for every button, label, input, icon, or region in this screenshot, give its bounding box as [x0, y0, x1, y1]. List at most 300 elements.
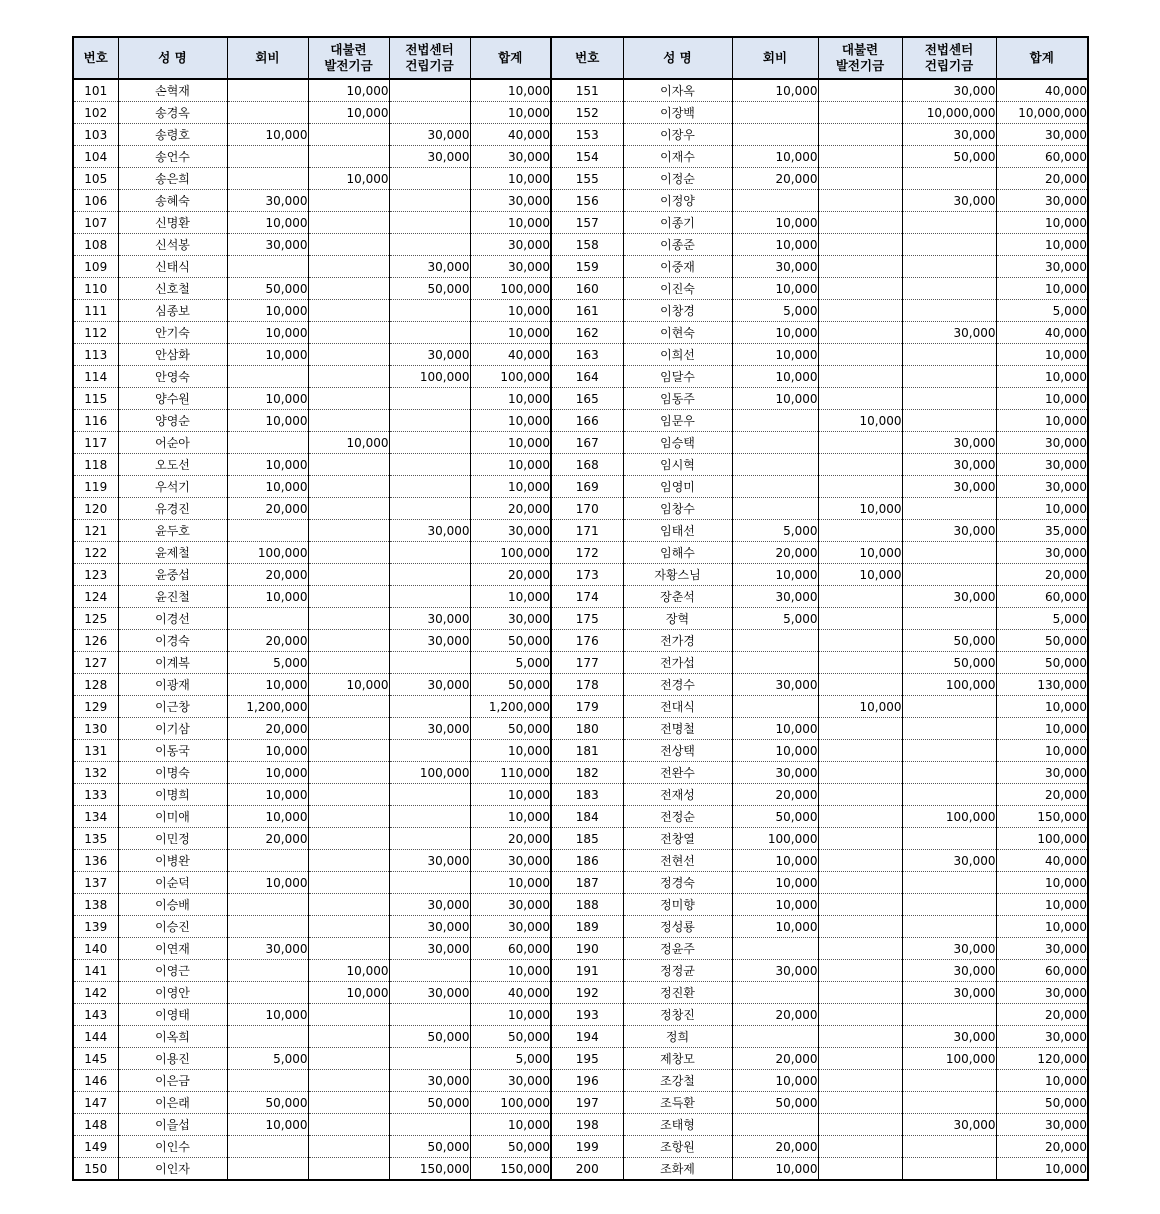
cell-fee	[732, 102, 818, 124]
cell-name: 신석봉	[118, 234, 227, 256]
table-row	[73, 1026, 1088, 1048]
cell-total: 10,000	[470, 454, 551, 476]
cell-name: 우석기	[118, 476, 227, 498]
cell-name: 장춘석	[623, 586, 732, 608]
cell-no: 103	[73, 124, 118, 146]
cell-dev-fund	[308, 190, 389, 212]
cell-dev-fund	[818, 1004, 902, 1026]
cell-no: 192	[551, 982, 623, 1004]
cell-fee: 30,000	[732, 256, 818, 278]
cell-center-fund	[389, 740, 470, 762]
cell-name: 정미향	[623, 894, 732, 916]
cell-fee: 5,000	[732, 300, 818, 322]
table-row	[73, 1048, 1088, 1070]
cell-dev-fund	[818, 234, 902, 256]
cell-fee: 10,000	[732, 234, 818, 256]
table-row	[73, 1004, 1088, 1026]
cell-no: 135	[73, 828, 118, 850]
cell-center-fund: 100,000	[902, 806, 996, 828]
cell-total: 20,000	[996, 1004, 1088, 1026]
cell-no: 196	[551, 1070, 623, 1092]
cell-no: 155	[551, 168, 623, 190]
cell-center-fund	[389, 652, 470, 674]
table-row	[73, 542, 1088, 564]
cell-dev-fund	[818, 850, 902, 872]
cell-no: 112	[73, 322, 118, 344]
cell-fee: 10,000	[227, 388, 308, 410]
cell-total: 30,000	[996, 1026, 1088, 1048]
cell-center-fund: 30,000	[389, 894, 470, 916]
table-row	[73, 828, 1088, 850]
cell-dev-fund	[818, 520, 902, 542]
cell-name: 이승배	[118, 894, 227, 916]
cell-center-fund: 50,000	[389, 1026, 470, 1048]
cell-dev-fund	[818, 300, 902, 322]
cell-no: 190	[551, 938, 623, 960]
cell-dev-fund	[818, 982, 902, 1004]
cell-total: 50,000	[470, 718, 551, 740]
cell-name: 이정순	[623, 168, 732, 190]
cell-name: 오도선	[118, 454, 227, 476]
cell-name: 전대식	[623, 696, 732, 718]
cell-dev-fund	[818, 938, 902, 960]
cell-fee: 10,000	[732, 872, 818, 894]
cell-no: 182	[551, 762, 623, 784]
cell-no: 134	[73, 806, 118, 828]
header-dev-fund-line2: 발전기금	[324, 58, 373, 73]
cell-name: 정희	[623, 1026, 732, 1048]
cell-center-fund	[902, 212, 996, 234]
cell-fee: 10,000	[732, 718, 818, 740]
cell-fee: 10,000	[732, 1070, 818, 1092]
cell-dev-fund	[308, 1158, 389, 1181]
cell-total: 30,000	[470, 146, 551, 168]
cell-name: 임동주	[623, 388, 732, 410]
cell-no: 147	[73, 1092, 118, 1114]
cell-center-fund: 30,000	[902, 960, 996, 982]
cell-center-fund	[902, 828, 996, 850]
cell-fee: 10,000	[227, 806, 308, 828]
header-name: 성 명	[623, 37, 732, 79]
cell-center-fund: 30,000	[389, 850, 470, 872]
cell-total: 5,000	[470, 1048, 551, 1070]
cell-fee: 20,000	[732, 1004, 818, 1026]
cell-name: 임창수	[623, 498, 732, 520]
cell-fee	[227, 1136, 308, 1158]
cell-fee: 10,000	[732, 366, 818, 388]
cell-center-fund: 30,000	[389, 674, 470, 696]
cell-center-fund	[902, 740, 996, 762]
cell-dev-fund: 10,000	[308, 102, 389, 124]
cell-no: 116	[73, 410, 118, 432]
cell-no: 117	[73, 432, 118, 454]
cell-dev-fund	[818, 652, 902, 674]
cell-total: 20,000	[470, 564, 551, 586]
cell-fee	[227, 146, 308, 168]
cell-total: 30,000	[996, 542, 1088, 564]
cell-name: 조강철	[623, 1070, 732, 1092]
cell-no: 174	[551, 586, 623, 608]
header-total: 합계	[470, 37, 551, 79]
cell-total: 40,000	[996, 322, 1088, 344]
cell-total: 10,000	[996, 410, 1088, 432]
cell-no: 133	[73, 784, 118, 806]
cell-fee	[227, 102, 308, 124]
cell-total: 120,000	[996, 1048, 1088, 1070]
cell-dev-fund	[818, 1158, 902, 1181]
cell-no: 153	[551, 124, 623, 146]
cell-fee	[227, 366, 308, 388]
cell-fee: 10,000	[227, 124, 308, 146]
cell-name: 이광재	[118, 674, 227, 696]
cell-total: 10,000	[996, 916, 1088, 938]
cell-total: 150,000	[470, 1158, 551, 1181]
cell-name: 이승진	[118, 916, 227, 938]
cell-dev-fund	[308, 344, 389, 366]
cell-total: 10,000	[470, 960, 551, 982]
cell-dev-fund	[308, 1070, 389, 1092]
cell-fee	[227, 960, 308, 982]
cell-center-fund	[902, 1092, 996, 1114]
cell-name: 안삼화	[118, 344, 227, 366]
cell-no: 132	[73, 762, 118, 784]
cell-name: 신호철	[118, 278, 227, 300]
cell-center-fund	[902, 762, 996, 784]
cell-center-fund	[902, 542, 996, 564]
cell-total: 60,000	[996, 960, 1088, 982]
cell-name: 이영안	[118, 982, 227, 1004]
cell-name: 이경숙	[118, 630, 227, 652]
cell-fee	[732, 696, 818, 718]
cell-total: 5,000	[996, 300, 1088, 322]
cell-dev-fund	[818, 212, 902, 234]
cell-total: 10,000	[470, 784, 551, 806]
table-row	[73, 300, 1088, 322]
cell-center-fund	[389, 234, 470, 256]
table-row	[73, 652, 1088, 674]
cell-no: 123	[73, 564, 118, 586]
cell-total: 10,000	[996, 344, 1088, 366]
cell-name: 이영근	[118, 960, 227, 982]
cell-dev-fund: 10,000	[308, 432, 389, 454]
cell-total: 20,000	[996, 1136, 1088, 1158]
cell-name: 전재성	[623, 784, 732, 806]
cell-no: 119	[73, 476, 118, 498]
cell-fee: 20,000	[227, 828, 308, 850]
cell-dev-fund	[818, 278, 902, 300]
cell-dev-fund	[818, 718, 902, 740]
cell-fee	[732, 1026, 818, 1048]
cell-center-fund: 50,000	[902, 630, 996, 652]
cell-fee: 20,000	[732, 1048, 818, 1070]
cell-dev-fund	[818, 146, 902, 168]
cell-total: 10,000	[470, 740, 551, 762]
cell-no: 126	[73, 630, 118, 652]
cell-dev-fund	[308, 388, 389, 410]
cell-center-fund: 30,000	[902, 850, 996, 872]
cell-dev-fund	[818, 740, 902, 762]
cell-dev-fund	[308, 366, 389, 388]
cell-dev-fund	[818, 366, 902, 388]
cell-total: 30,000	[470, 1070, 551, 1092]
cell-no: 146	[73, 1070, 118, 1092]
cell-no: 183	[551, 784, 623, 806]
header-dev-fund-line1: 대불련	[330, 42, 367, 57]
cell-fee: 10,000	[227, 872, 308, 894]
cell-name: 이계복	[118, 652, 227, 674]
cell-no: 193	[551, 1004, 623, 1026]
cell-total: 50,000	[470, 674, 551, 696]
cell-total: 30,000	[996, 476, 1088, 498]
cell-total: 50,000	[996, 630, 1088, 652]
cell-fee	[227, 168, 308, 190]
cell-total: 10,000	[470, 872, 551, 894]
cell-total: 60,000	[996, 146, 1088, 168]
cell-center-fund	[902, 256, 996, 278]
cell-fee: 1,200,000	[227, 696, 308, 718]
cell-dev-fund	[818, 674, 902, 696]
cell-fee	[732, 982, 818, 1004]
cell-dev-fund	[308, 1092, 389, 1114]
cell-fee: 30,000	[732, 586, 818, 608]
cell-total: 10,000	[996, 718, 1088, 740]
cell-dev-fund	[818, 190, 902, 212]
cell-name: 이종준	[623, 234, 732, 256]
cell-fee: 10,000	[732, 850, 818, 872]
donation-table	[72, 36, 1089, 1181]
cell-no: 169	[551, 476, 623, 498]
cell-name: 윤두호	[118, 520, 227, 542]
cell-total: 20,000	[996, 564, 1088, 586]
table-row	[73, 740, 1088, 762]
cell-no: 139	[73, 916, 118, 938]
cell-dev-fund	[818, 586, 902, 608]
cell-no: 160	[551, 278, 623, 300]
cell-no: 165	[551, 388, 623, 410]
cell-dev-fund	[308, 718, 389, 740]
cell-dev-fund	[818, 79, 902, 102]
cell-dev-fund	[308, 124, 389, 146]
cell-dev-fund	[308, 630, 389, 652]
cell-name: 임문우	[623, 410, 732, 432]
cell-total: 30,000	[470, 894, 551, 916]
cell-name: 조득환	[623, 1092, 732, 1114]
header-dev-fund-line2: 발전기금	[835, 58, 885, 73]
cell-center-fund: 100,000	[389, 366, 470, 388]
cell-dev-fund	[308, 278, 389, 300]
cell-center-fund	[389, 476, 470, 498]
cell-no: 198	[551, 1114, 623, 1136]
cell-total: 30,000	[996, 190, 1088, 212]
cell-dev-fund	[818, 1136, 902, 1158]
cell-fee: 30,000	[227, 234, 308, 256]
cell-fee	[732, 124, 818, 146]
cell-name: 전경수	[623, 674, 732, 696]
cell-total: 50,000	[470, 1026, 551, 1048]
cell-fee	[227, 256, 308, 278]
table-row	[73, 586, 1088, 608]
cell-center-fund	[902, 784, 996, 806]
cell-name: 정진환	[623, 982, 732, 1004]
cell-center-fund	[389, 784, 470, 806]
cell-no: 110	[73, 278, 118, 300]
cell-total: 5,000	[470, 652, 551, 674]
cell-total: 50,000	[996, 1092, 1088, 1114]
cell-center-fund	[902, 344, 996, 366]
table-row	[73, 79, 1088, 102]
cell-name: 이은래	[118, 1092, 227, 1114]
header-dev-fund	[818, 37, 902, 79]
cell-total: 10,000	[470, 1004, 551, 1026]
cell-name: 장혁	[623, 608, 732, 630]
cell-no: 188	[551, 894, 623, 916]
cell-total: 10,000,000	[996, 102, 1088, 124]
cell-total: 40,000	[996, 79, 1088, 102]
cell-center-fund: 30,000	[902, 454, 996, 476]
header-center-fund	[389, 37, 470, 79]
cell-fee: 30,000	[732, 762, 818, 784]
cell-no: 156	[551, 190, 623, 212]
table-row	[73, 234, 1088, 256]
cell-fee: 10,000	[732, 894, 818, 916]
cell-name: 윤중섭	[118, 564, 227, 586]
cell-dev-fund	[818, 762, 902, 784]
cell-no: 177	[551, 652, 623, 674]
cell-no: 138	[73, 894, 118, 916]
cell-total: 110,000	[470, 762, 551, 784]
cell-name: 이명숙	[118, 762, 227, 784]
cell-center-fund: 30,000	[902, 432, 996, 454]
cell-center-fund: 30,000	[902, 520, 996, 542]
cell-name: 이재수	[623, 146, 732, 168]
table-row	[73, 432, 1088, 454]
table-row	[73, 278, 1088, 300]
cell-total: 100,000	[470, 278, 551, 300]
cell-total: 10,000	[996, 1070, 1088, 1092]
cell-name: 송은희	[118, 168, 227, 190]
cell-name: 이영태	[118, 1004, 227, 1026]
cell-fee: 10,000	[732, 916, 818, 938]
table-row	[73, 476, 1088, 498]
cell-fee: 10,000	[227, 762, 308, 784]
cell-no: 158	[551, 234, 623, 256]
cell-no: 121	[73, 520, 118, 542]
header-fee: 회비	[732, 37, 818, 79]
cell-dev-fund	[308, 894, 389, 916]
cell-fee	[227, 894, 308, 916]
cell-total: 30,000	[470, 256, 551, 278]
cell-no: 151	[551, 79, 623, 102]
cell-dev-fund: 10,000	[308, 982, 389, 1004]
cell-no: 185	[551, 828, 623, 850]
cell-name: 정성룡	[623, 916, 732, 938]
cell-total: 60,000	[996, 586, 1088, 608]
cell-center-fund	[902, 564, 996, 586]
cell-center-fund	[902, 872, 996, 894]
cell-dev-fund	[818, 630, 902, 652]
cell-total: 30,000	[996, 432, 1088, 454]
cell-name: 조태형	[623, 1114, 732, 1136]
cell-fee: 20,000	[227, 564, 308, 586]
cell-dev-fund	[308, 410, 389, 432]
cell-no: 180	[551, 718, 623, 740]
table-row	[73, 784, 1088, 806]
cell-name: 전창열	[623, 828, 732, 850]
cell-no: 172	[551, 542, 623, 564]
cell-total: 30,000	[470, 520, 551, 542]
cell-name: 이을섭	[118, 1114, 227, 1136]
cell-total: 10,000	[470, 586, 551, 608]
cell-fee: 100,000	[227, 542, 308, 564]
cell-dev-fund: 10,000	[308, 79, 389, 102]
table-row	[73, 806, 1088, 828]
cell-fee: 10,000	[227, 1004, 308, 1026]
cell-fee: 5,000	[732, 520, 818, 542]
table-row	[73, 1136, 1088, 1158]
cell-name: 자황스님	[623, 564, 732, 586]
cell-name: 임달수	[623, 366, 732, 388]
cell-center-fund: 30,000	[389, 608, 470, 630]
cell-name: 정정균	[623, 960, 732, 982]
cell-total: 10,000	[470, 212, 551, 234]
cell-total: 10,000	[996, 234, 1088, 256]
cell-no: 118	[73, 454, 118, 476]
header-center-fund	[902, 37, 996, 79]
cell-dev-fund	[308, 564, 389, 586]
cell-center-fund	[902, 300, 996, 322]
table-row	[73, 894, 1088, 916]
cell-fee: 10,000	[732, 322, 818, 344]
cell-name: 이경선	[118, 608, 227, 630]
cell-name: 윤제철	[118, 542, 227, 564]
cell-dev-fund	[308, 1026, 389, 1048]
cell-dev-fund	[308, 234, 389, 256]
cell-no: 127	[73, 652, 118, 674]
cell-center-fund	[902, 696, 996, 718]
cell-center-fund	[389, 498, 470, 520]
cell-name: 이장우	[623, 124, 732, 146]
cell-center-fund	[389, 872, 470, 894]
cell-name: 전가섭	[623, 652, 732, 674]
cell-no: 131	[73, 740, 118, 762]
cell-fee	[732, 1114, 818, 1136]
cell-dev-fund	[818, 1026, 902, 1048]
cell-center-fund: 30,000	[902, 982, 996, 1004]
cell-no: 115	[73, 388, 118, 410]
cell-name: 안기숙	[118, 322, 227, 344]
cell-no: 113	[73, 344, 118, 366]
cell-total: 30,000	[470, 850, 551, 872]
cell-fee: 50,000	[732, 1092, 818, 1114]
cell-center-fund: 30,000	[389, 1070, 470, 1092]
cell-total: 30,000	[470, 190, 551, 212]
cell-total: 10,000	[470, 79, 551, 102]
cell-center-fund	[389, 190, 470, 212]
cell-total: 50,000	[996, 652, 1088, 674]
cell-center-fund	[389, 168, 470, 190]
cell-center-fund: 50,000	[389, 1092, 470, 1114]
cell-center-fund: 150,000	[389, 1158, 470, 1181]
cell-center-fund	[389, 960, 470, 982]
cell-center-fund: 100,000	[902, 674, 996, 696]
cell-dev-fund	[308, 1048, 389, 1070]
cell-no: 173	[551, 564, 623, 586]
table-row	[73, 322, 1088, 344]
cell-name: 전정순	[623, 806, 732, 828]
header-total: 합계	[996, 37, 1088, 79]
cell-fee: 10,000	[227, 454, 308, 476]
cell-center-fund	[902, 278, 996, 300]
